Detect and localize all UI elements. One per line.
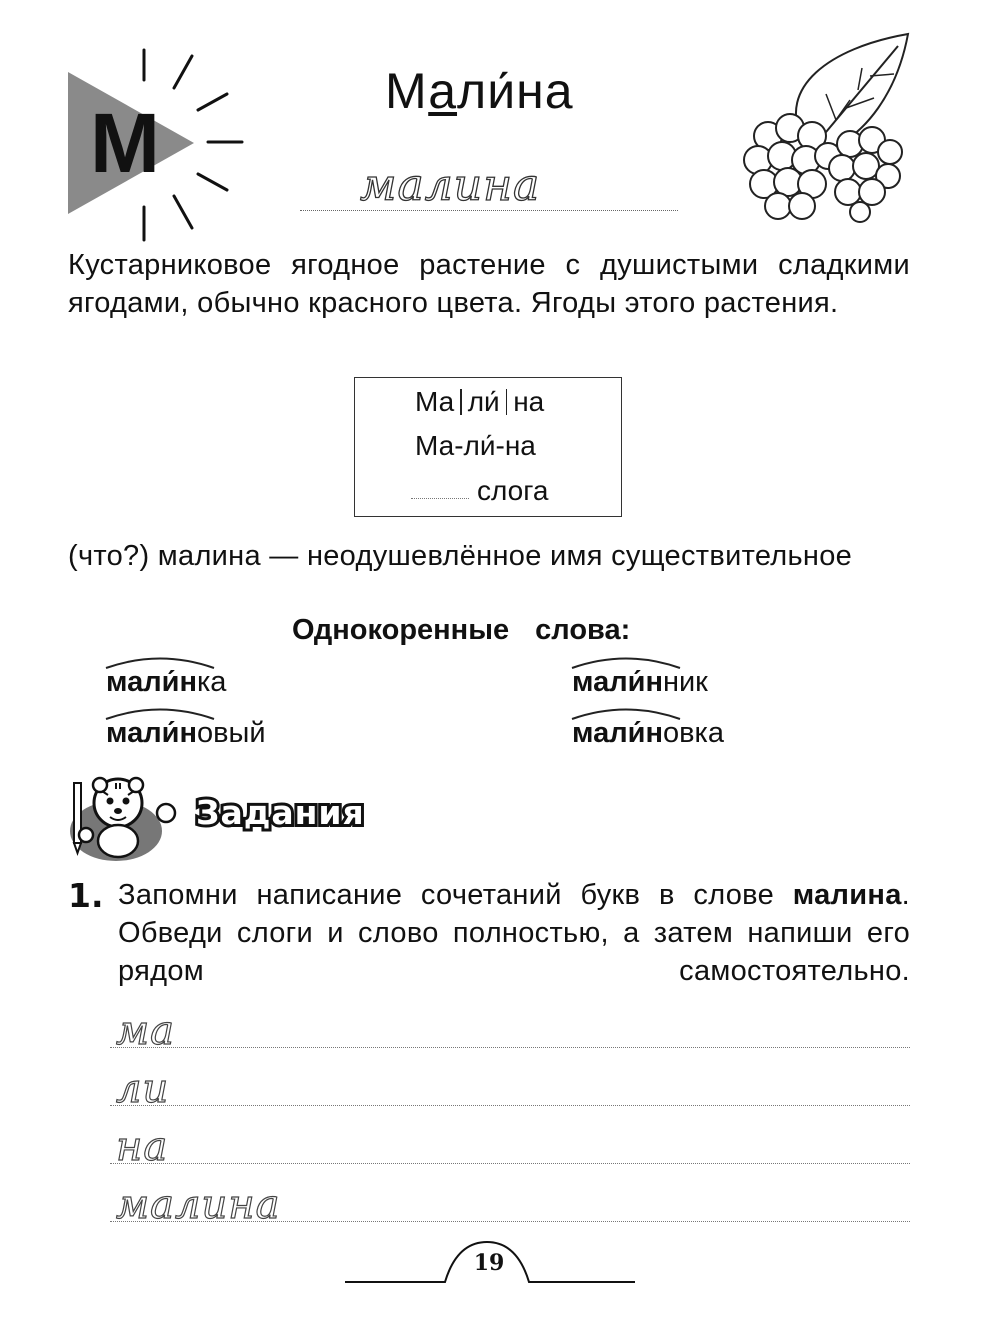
writing-line bbox=[110, 1221, 910, 1222]
letter-m-emblem bbox=[62, 42, 262, 247]
tiger-mascot bbox=[66, 773, 178, 865]
raspberry-illustration bbox=[738, 28, 914, 224]
syllable-hyphenation: Ма-ли́-на bbox=[415, 430, 536, 461]
title-start: М bbox=[385, 63, 429, 119]
syllable-box bbox=[354, 377, 622, 517]
title-stressed-vowel: а bbox=[428, 63, 458, 119]
related-word bbox=[572, 717, 724, 750]
root-arc-icon bbox=[104, 704, 216, 720]
syllable-count-blank bbox=[411, 498, 469, 499]
tracing-word: ма bbox=[116, 1008, 176, 1054]
word-root: мали́н bbox=[106, 666, 197, 698]
practice-line[interactable] bbox=[110, 1066, 910, 1112]
related-words-heading: Однокоренные слова: bbox=[292, 614, 631, 646]
word-suffix: ка bbox=[196, 666, 227, 698]
grammar-note: (что?) малина — неодушевлённое имя существительное bbox=[68, 540, 853, 572]
tiger-icon bbox=[66, 773, 178, 865]
word-root: мали́н bbox=[572, 717, 663, 749]
writing-line bbox=[110, 1163, 910, 1164]
syllable-split bbox=[415, 386, 544, 418]
writing-line bbox=[110, 1047, 910, 1048]
task-text-end: . Обведи слоги и слово полностью, а затем напиши его рядом самостоятельно. bbox=[118, 879, 910, 987]
raspberry-icon bbox=[738, 28, 914, 224]
practice-line[interactable] bbox=[110, 1124, 910, 1170]
title-end: ли́на bbox=[457, 63, 574, 119]
practice-line[interactable] bbox=[110, 1008, 910, 1054]
syllable-3: на bbox=[513, 386, 545, 417]
syllable-label: слога bbox=[477, 475, 549, 506]
big-letter: М bbox=[90, 96, 160, 190]
root-arc-icon bbox=[104, 653, 216, 669]
syllable-divider bbox=[506, 389, 508, 415]
syllable-1: Ма bbox=[415, 386, 455, 417]
root-arc-icon bbox=[570, 653, 682, 669]
word-suffix: овка bbox=[662, 717, 724, 749]
root-arc-icon bbox=[570, 704, 682, 720]
tracing-word: малина bbox=[116, 1182, 281, 1228]
cursive-title-word: малина bbox=[360, 160, 541, 211]
word-root: мали́н bbox=[572, 666, 663, 698]
writing-baseline bbox=[300, 210, 678, 211]
task-instruction bbox=[118, 876, 910, 990]
task-keyword: малина bbox=[792, 879, 902, 911]
word-root: мали́н bbox=[106, 717, 197, 749]
related-word bbox=[572, 666, 708, 699]
related-word bbox=[106, 666, 226, 699]
word-suffix: овый bbox=[196, 717, 266, 749]
tracing-word: на bbox=[116, 1124, 169, 1170]
task-number: 1. bbox=[68, 876, 104, 915]
practice-line[interactable] bbox=[110, 1182, 910, 1228]
page-title bbox=[385, 62, 574, 120]
word-suffix: ник bbox=[662, 666, 708, 698]
related-word bbox=[106, 717, 266, 750]
syllable-2: ли́ bbox=[467, 386, 500, 417]
tasks-heading: Задания bbox=[196, 793, 365, 832]
writing-line bbox=[110, 1105, 910, 1106]
page-number: 19 bbox=[473, 1250, 505, 1276]
syllable-divider bbox=[460, 389, 462, 415]
tracing-word: ли bbox=[116, 1066, 170, 1112]
definition-text: Кустарниковое ягодное растение с душистыми сладкими ягодами, обычно красного цвета. Ягоды этого растения. bbox=[68, 249, 910, 319]
task-text-start: Запомни написание сочетаний букв в слове bbox=[118, 879, 793, 911]
letter-m-icon bbox=[62, 42, 262, 247]
